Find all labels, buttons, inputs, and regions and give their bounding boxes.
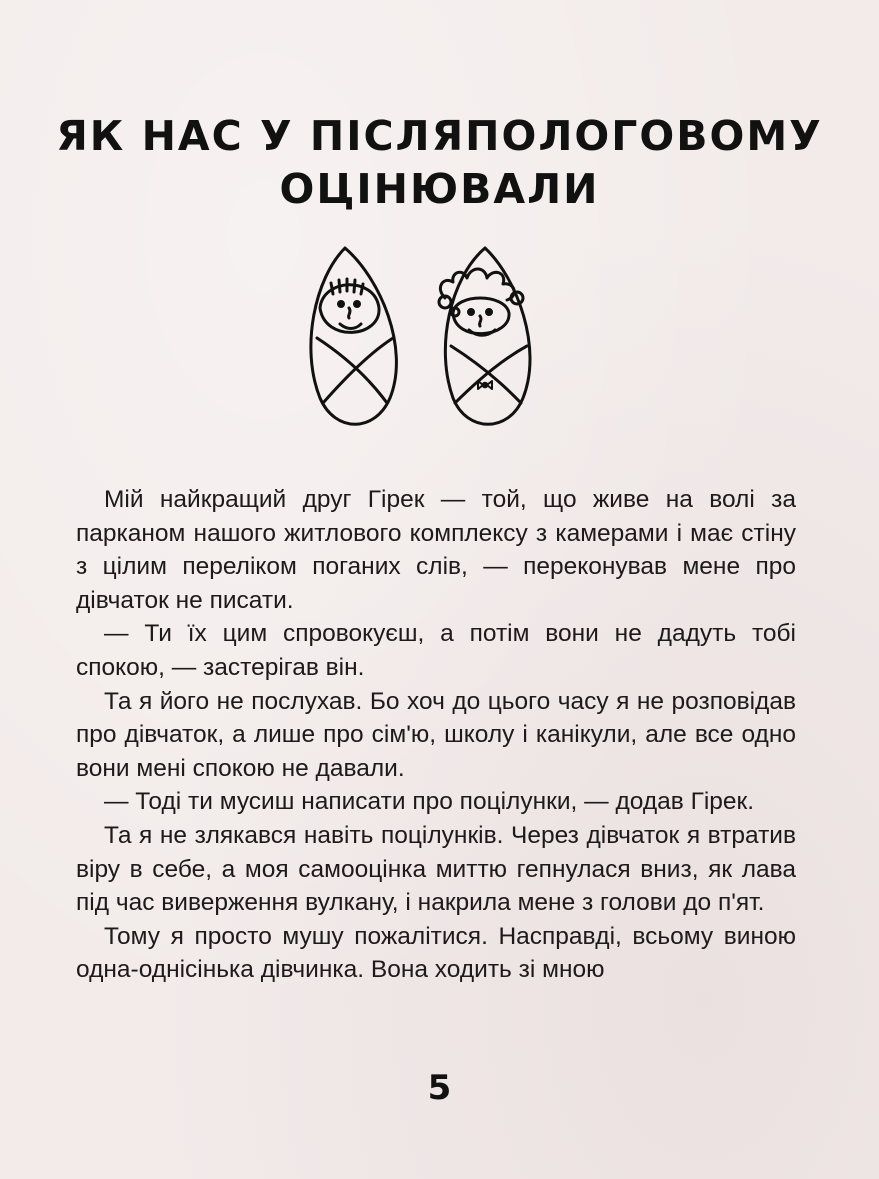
paragraph: — Тоді ти мусиш написати про поцілунки, — додав Гірек. [104,788,755,816]
swaddled-babies-icon [295,238,555,438]
paragraph: Мій найкращий друг Гірек — той, що живе на волі за парканом нашого житлового комплексу з камерами і має стіну з цілим переліком поганих слів, — переконував мене про дівчаток не писати. [76,486,796,614]
chapter-title-line-1: ЯК НАС У ПІСЛЯПОЛОГОВОМУ [56,112,823,160]
paragraph: Тому я просто мушу пожалітися. Насправді, всьому виною одна-однісінька дівчинка. Вона ходить зі мною [76,922,796,984]
baby-girl-illustration [439,248,530,424]
paragraph: — Ти їх цим спровокуєш, а потім вони не дадуть тобі спокою, — застерігав він. [76,620,796,681]
paragraph: Та я його не послухав. Бо хоч до цього часу я не розповідав про дівчаток, а лише про сім'ю, школу і канікули, але все одно вони мені спокою не давали. [76,687,796,782]
paragraph: Та я не злякався навіть поцілунків. Через дівчаток я втратив віру в себе, а моя самооцінка миттю гепнулася вниз, як лава під час виверження вулкану, і накрила мене з голови до п'ят. [76,821,796,917]
chapter-title-line-2: ОЦІНЮВАЛИ [279,165,600,213]
chapter-body-text [76,483,796,987]
baby-boy-illustration [311,248,397,424]
page-number: 5 [427,1068,452,1108]
